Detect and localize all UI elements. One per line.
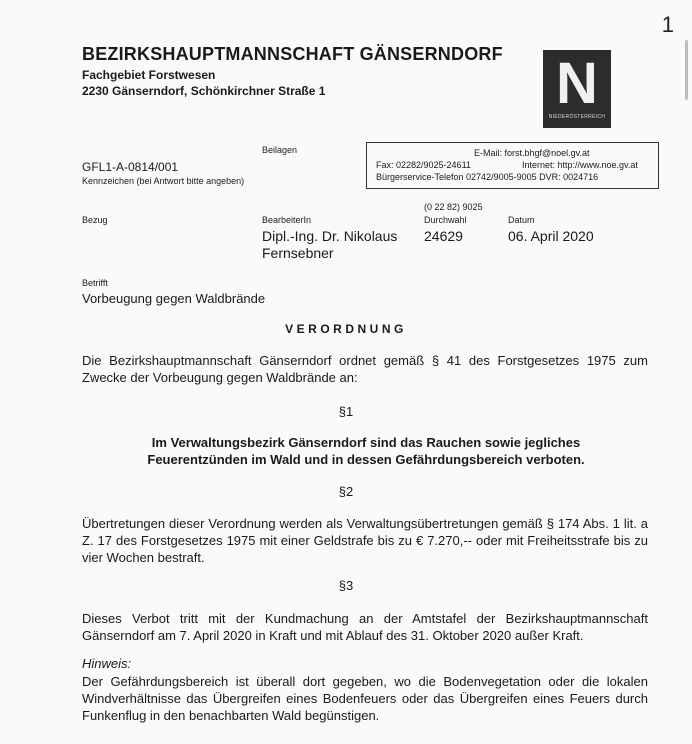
page-number: 1 xyxy=(661,12,674,37)
betrifft-label: Betrifft xyxy=(82,278,108,288)
logo-letter: N xyxy=(556,51,598,116)
hinweis-label: Hinweis: xyxy=(82,656,132,671)
datum-label: Datum xyxy=(508,215,535,225)
bearbeiter-name: Dipl.-Ing. Dr. Nikolaus Fernsebner xyxy=(262,228,398,261)
section-3-label: §3 xyxy=(338,578,354,593)
durchwahl-label: Durchwahl xyxy=(424,215,467,225)
authority-title: BEZIRKSHAUPTMANNSCHAFT GÄNSERNDORF xyxy=(82,44,503,64)
contact-email: E-Mail: forst.bhgf@noel.gv.at xyxy=(474,148,590,158)
intro-paragraph: Die Bezirkshauptmannschaft Gänserndorf ordnet gemäß § 41 des Forstgesetzes 1975 zum Zwecke der Vorbeugung gegen Waldbrände an: xyxy=(82,353,648,385)
section-3-text: Dieses Verbot tritt mit der Kundmachung an der Amtstafel der Bezirkshauptmannschaft Gänserndorf am 7. April 2020 in Kraft und mit Ablauf des 31. Oktober 2020 außer Kraft. xyxy=(82,611,648,643)
betrifft-value: Vorbeugung gegen Waldbrände xyxy=(82,291,266,306)
document-heading: VERORDNUNG xyxy=(285,322,407,336)
durchwahl-value: 24629 xyxy=(424,228,463,244)
hinweis-text: Der Gefährdungsbereich ist überall dort gegeben, wo die Bodenvegetation oder die lokalen Windverhältnisse das Übergreifen eines Bodenfeuers oder das Übergreifen eines Feuers durch Funkenflug in den benachbarten Wald begünstigen. xyxy=(82,674,648,723)
contact-internet: Internet: http://www.noe.gv.at xyxy=(522,160,638,170)
authority-address: 2230 Gänserndorf, Schönkirchner Straße 1 xyxy=(82,84,326,98)
department-name: Fachgebiet Forstwesen xyxy=(82,68,216,82)
scrollbar[interactable] xyxy=(685,40,688,100)
section-1-label: §1 xyxy=(338,404,354,419)
contact-fax: Fax: 02282/9025-24611 xyxy=(376,160,471,170)
reference-number: GFL1-A-0814/001 xyxy=(82,160,179,174)
bezug-label: Bezug xyxy=(82,215,108,225)
beilagen-label: Beilagen xyxy=(262,145,298,155)
datum-value: 06. April 2020 xyxy=(508,228,594,244)
bearbeiter-label: BearbeiterIn xyxy=(262,215,312,225)
lower-austria-logo xyxy=(543,50,611,128)
logo-text: NIEDERÖSTERREICH xyxy=(548,114,606,120)
section-2-label: §2 xyxy=(338,484,354,499)
section-1-text: Im Verwaltungsbezirk Gänserndorf sind das Rauchen sowie jegliches Feuerentzünden im Wald und in dessen Gefährdungsbereich verboten. xyxy=(147,435,585,467)
phone-prefix: (0 22 82) 9025 xyxy=(424,202,483,212)
reference-hint: Kennzeichen (bei Antwort bitte angeben) xyxy=(82,176,245,186)
contact-service: Bürgerservice-Telefon 02742/9005-9005 DVR: 0024716 xyxy=(376,172,599,182)
section-2-text: Übertretungen dieser Verordnung werden als Verwaltungsübertretungen gemäß § 174 Abs. 1 lit. a Z. 17 des Forstgesetzes 1975 mit einer Geldstrafe bis zu € 7.270,-- oder mit Freiheitsstrafe bis zu vier Wochen bestraft. xyxy=(82,516,648,565)
contact-box xyxy=(366,142,659,189)
